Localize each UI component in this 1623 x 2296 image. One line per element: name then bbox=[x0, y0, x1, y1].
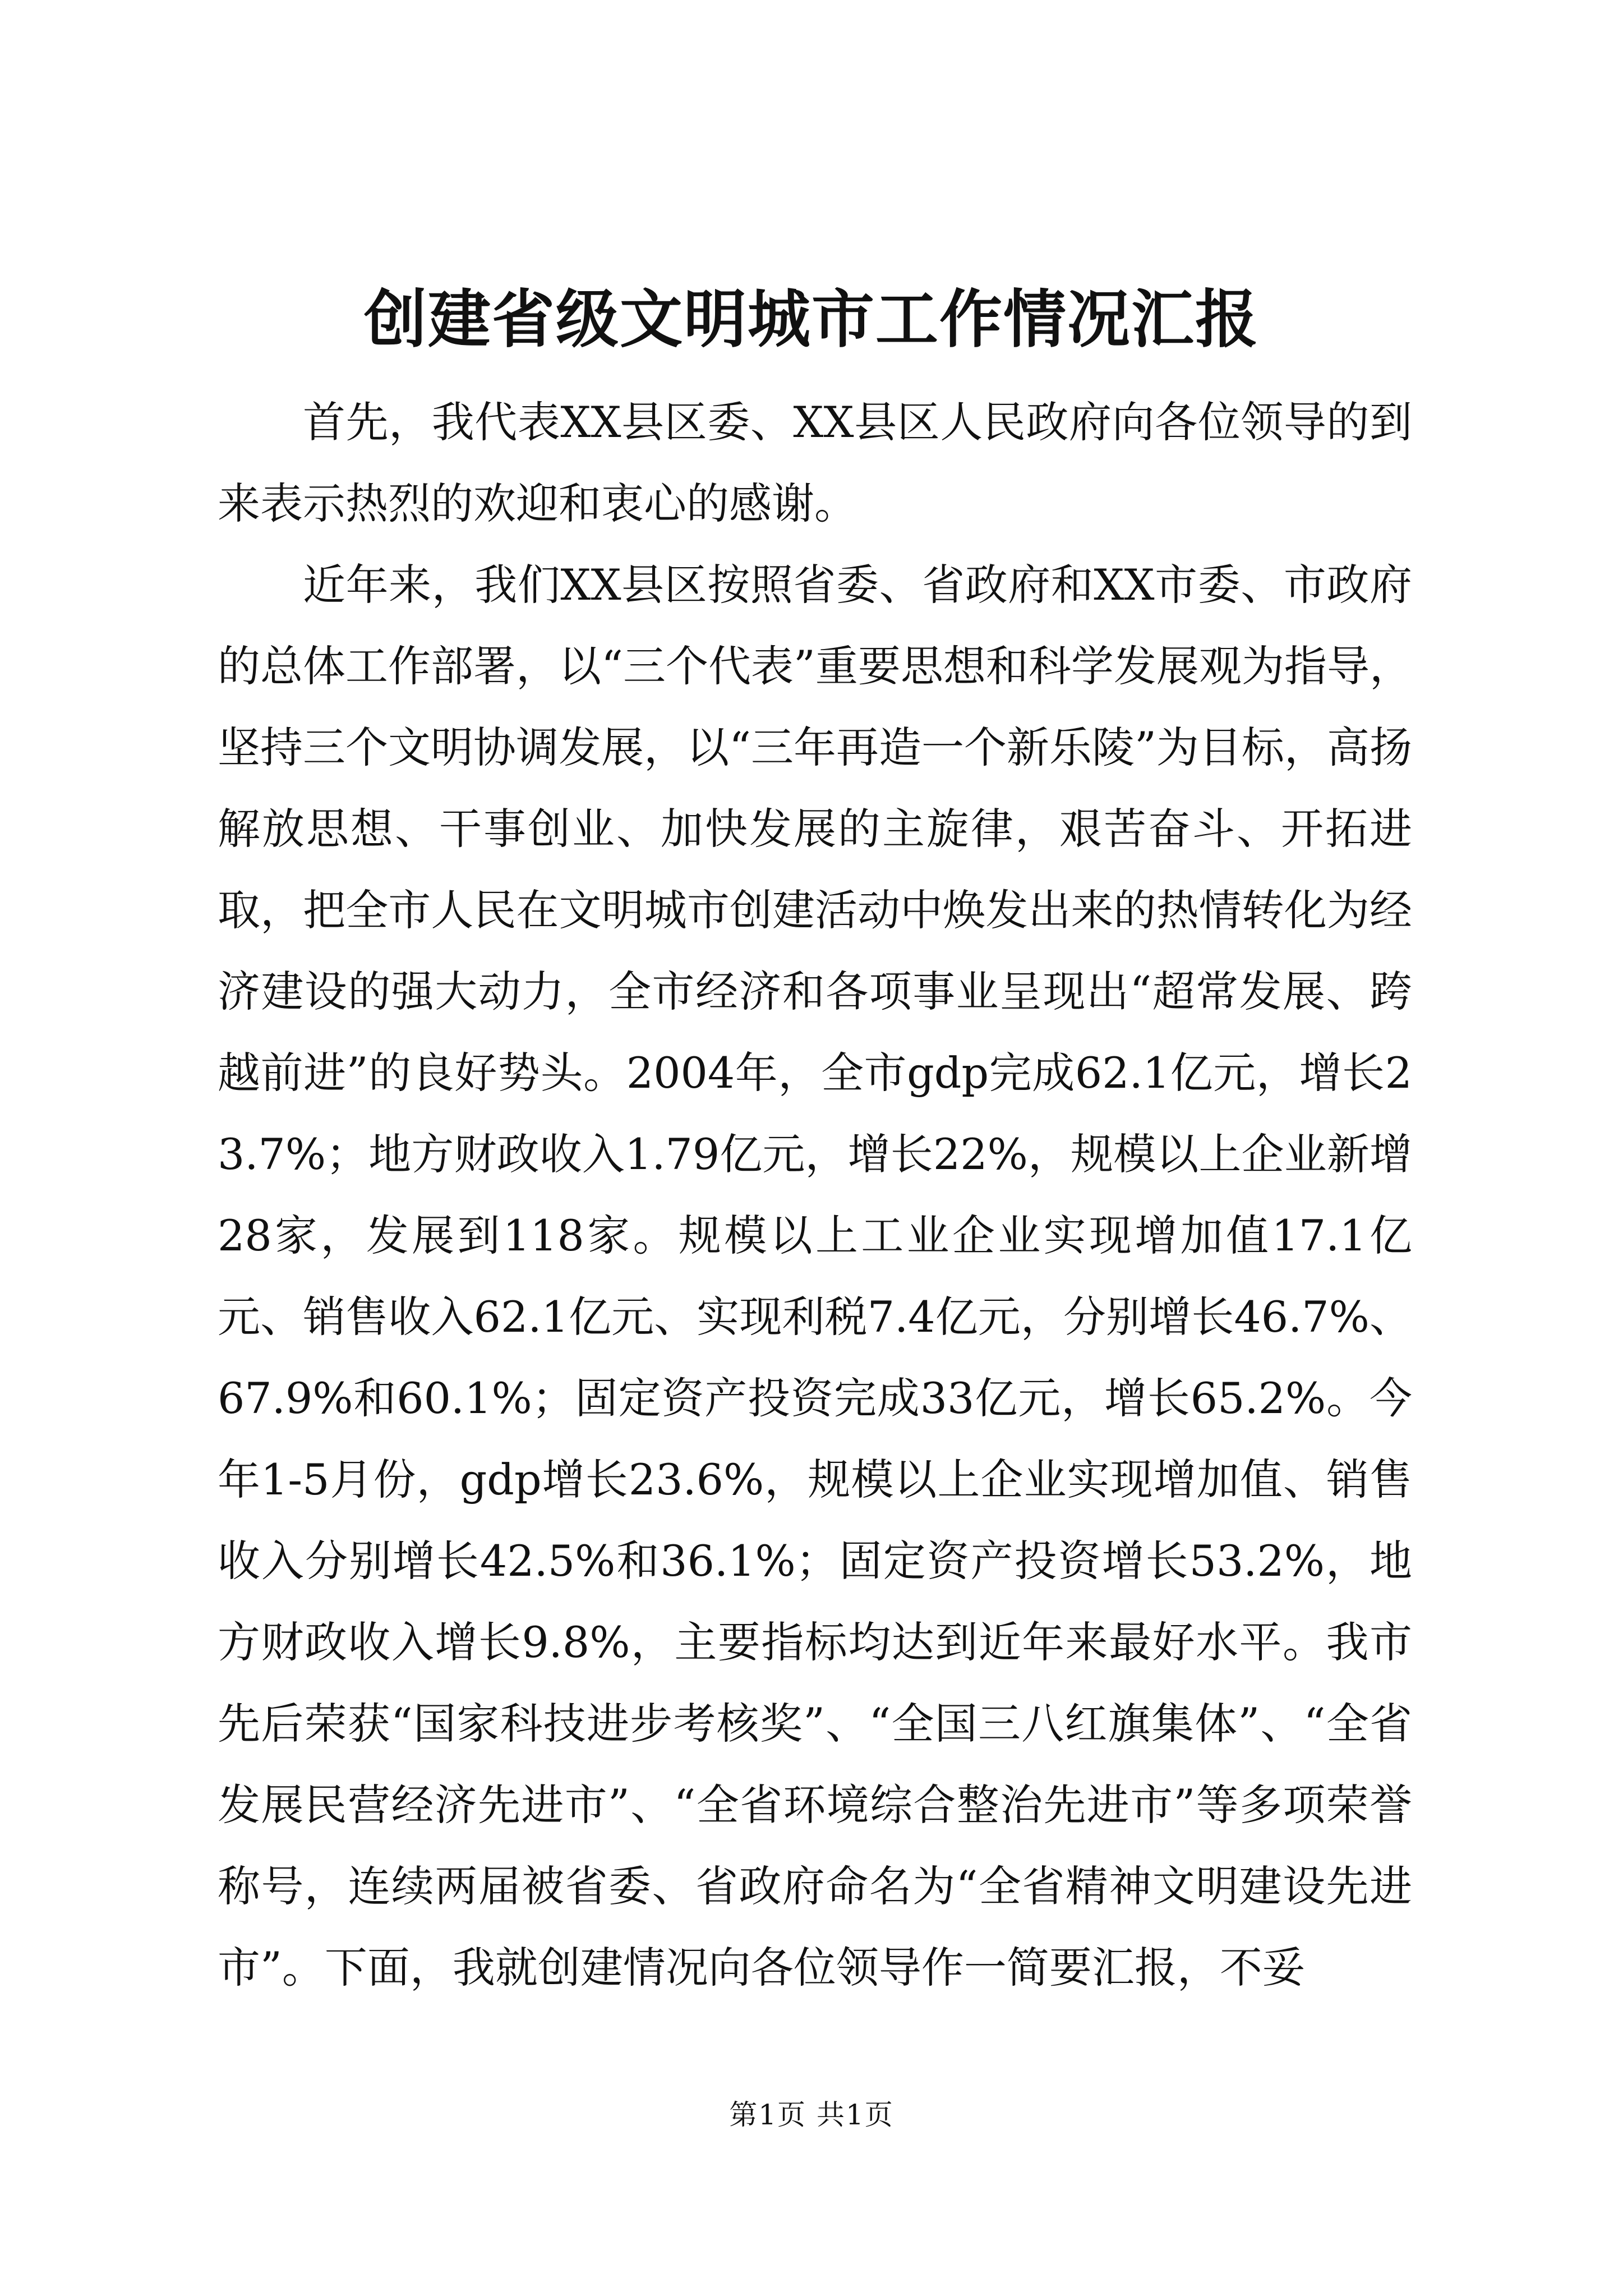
document-title: 创建省级文明城市工作情况汇报 bbox=[364, 283, 1259, 356]
document-body bbox=[218, 381, 1412, 2008]
paragraph-greeting: 首先，我代表XX县区委、XX县区人民政府向各位领导的到来表示热烈的欢迎和衷心的感谢。 bbox=[218, 397, 1412, 528]
page-footer: 第1页 共1页 bbox=[729, 2099, 894, 2131]
paragraph-overview: 近年来，我们XX县区按照省委、省政府和XX市委、市政府的总体工作部署，以“三个代表”重要思想和科学发展观为指导，坚持三个文明协调发展，以“三年再造一个新乐陵”为目标，高扬解放思想、干事创业、加快发展的主旋律，艰苦奋斗、开拓进取，把全市人民在文明城市创建活动中焕发出来的热情转化为经济建设的强大动力，全市经济和各项事业呈现出“超常发展、跨越前进”的良好势头。2004年，全市gdp完成62.1亿元，增长23.7%；地方财政收入1.79亿元，增长22%，规模以上企业新增28家，发展到118家。规模以上工业企业实现增加值17.1亿元、销售收入62.1亿元、实现利税7.4亿元，分别增长46.7%、67.9%和60.1%；固定资产投资完成33亿元，增长65.2%。今年1-5月份，gdp增长23.6%，规模以上企业实现增加值、销售收入分别增长42.5%和36.1%；固定资产投资增长53.2%，地方财政收入增长9.8%，主要指标均达到近年来最好水平。我市先后荣获“国家科技进步考核奖”、“全国三八红旗集体”、“全省发展民营经济先进市”、“全省环境综合整治先进市”等多项荣誉称号，连续两届被省委、省政府命名为“全省精神文明建设先进市”。下面，我就创建情况向各位领导作一简要汇报，不妥 bbox=[218, 560, 1412, 1993]
